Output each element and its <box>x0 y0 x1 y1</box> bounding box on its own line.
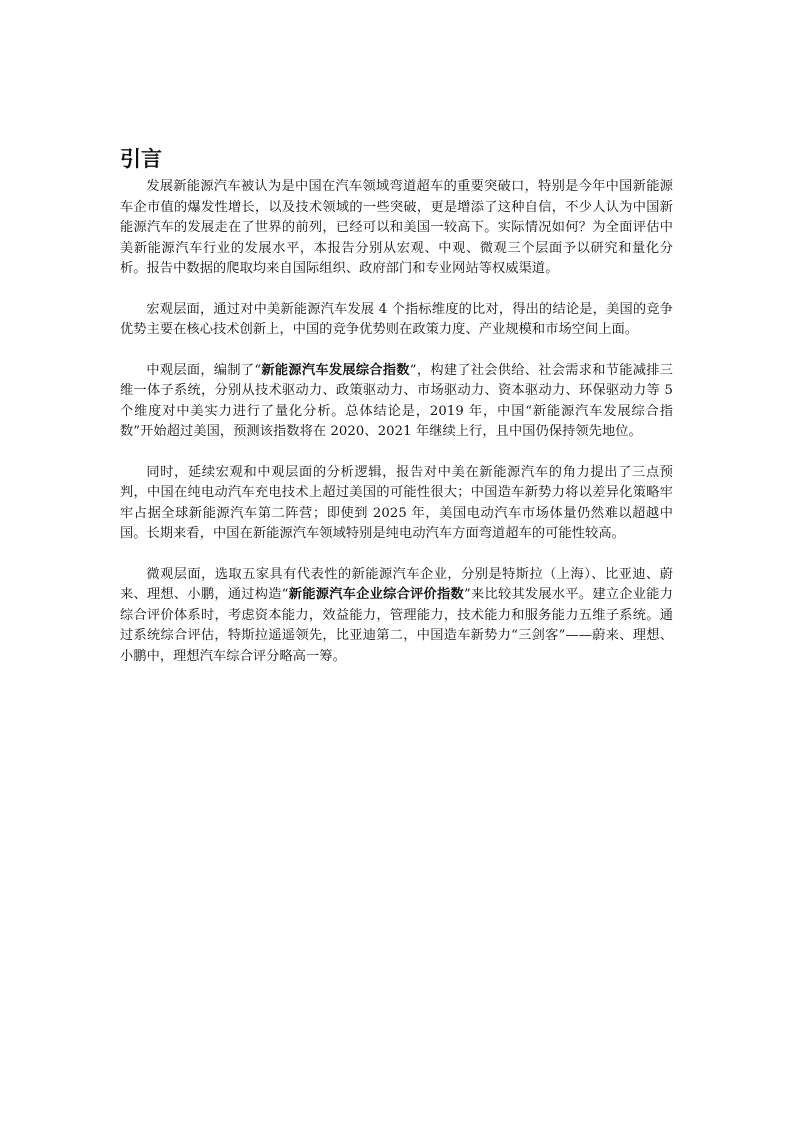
paragraph-text: 中观层面，编制了“ <box>146 362 262 378</box>
paragraph-intro <box>120 177 673 280</box>
paragraph-predictions <box>120 463 673 545</box>
paragraph-text: 发展新能源汽车被认为是中国在汽车领域弯道超车的重要突破口，特别是今年中国新能源车企市值的爆发性增长，以及技术领域的一些突破，更是增添了这种自信，不少人认为中国新能源汽车的发展走在了世界的前列，已经可以和美国一较高下。实际情况如何？为全面评估中美新能源汽车行业的发展水平，本报告分别从宏观、中观、微观三个层面予以研究和量化分析。报告中数据的爬取均来自国际组织、政府部门和专业网站等权威渠道。 <box>120 179 673 276</box>
paragraph-text: ”，构建了社会供给、社会需求和节能减排三维一体子系统，分别从技术驱动力、政策驱动力、市场驱动力、资本驱动力、环保驱动力等 5 个维度对中美实力进行了量化分析。总体结论是，2019 年，中国“新能源汽车发展综合指数”开始超过美国，预测该指数将在 2020、2021 年继续上行，且中国仍保持领先地位。 <box>120 362 673 439</box>
paragraph-text: 同时，延续宏观和中观层面的分析逻辑，报告对中美在新能源汽车的角力提出了三点预判，中国在纯电动汽车充电技术上超过美国的可能性很大；中国造车新势力将以差异化策略牢牢占据全球新能源汽车第二阵营；即使到 2025 年，美国电动汽车市场体量仍然难以超越中国。长期来看，中国在新能源汽车领域特别是纯电动汽车方面弯道超车的可能性较高。 <box>120 464 673 541</box>
body-text <box>120 177 673 687</box>
paragraph-meso-level <box>120 361 673 443</box>
section-heading: 引言 <box>120 147 162 171</box>
paragraph-text: 微观层面，选取五家具有代表性的新能源汽车企业，分别是特斯拉（上海）、比亚迪、蔚来、理想、小鹏，通过构造“ <box>120 566 673 602</box>
paragraph-micro-level <box>120 565 673 668</box>
bold-index-name: 新能源汽车企业综合评价指数 <box>288 587 464 602</box>
paragraph-macro-level <box>120 300 673 341</box>
paragraph-text: ”来比较其发展水平。建立企业能力综合评价体系时，考虑资本能力，效益能力，管理能力，技术能力和服务能力五维子系统。通过系统综合评估，特斯拉遥遥领先，比亚迪第二，中国造车新势力“三剑客”——蔚来、理想、小鹏中，理想汽车综合评分略高一筹。 <box>120 587 673 664</box>
bold-index-name: 新能源汽车发展综合指数 <box>261 362 410 378</box>
paragraph-text: 宏观层面，通过对中美新能源汽车发展 4 个指标维度的比对，得出的结论是，美国的竞争优势主要在核心技术创新上，中国的竞争优势则在政策力度、产业规模和市场空间上面。 <box>120 301 673 337</box>
